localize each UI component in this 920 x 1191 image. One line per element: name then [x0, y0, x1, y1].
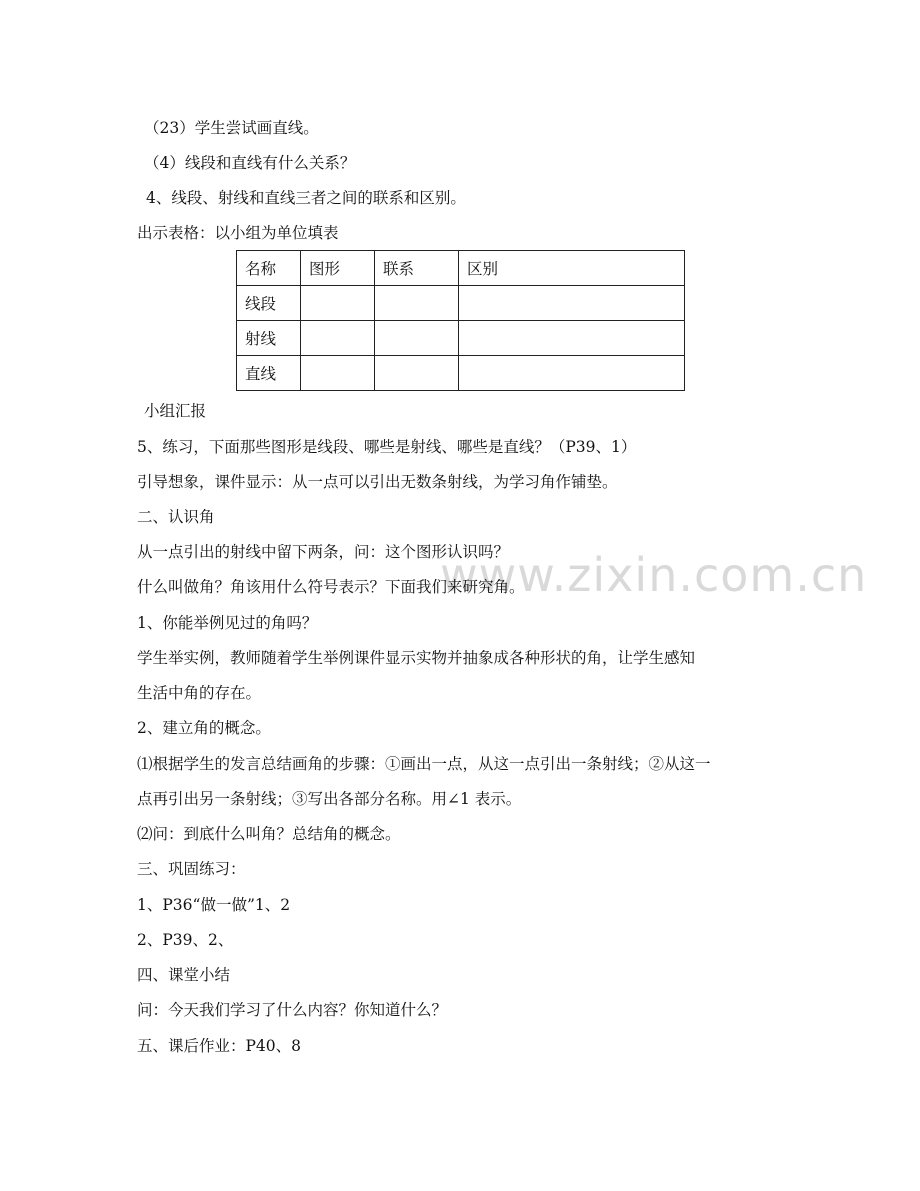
text-line-19: 1、P36“做一做”1、2 — [137, 896, 291, 914]
table-header-cell: 名称 — [237, 251, 301, 286]
text-line-10: 什么叫做角？角该用什么符号表示？下面我们来研究角。 — [137, 578, 525, 596]
text-line-2: （4）线段和直线有什么关系？ — [144, 154, 356, 172]
table-cell — [459, 321, 685, 356]
table-header-cell: 区别 — [459, 251, 685, 286]
text-line-7: 引导想象，课件显示：从一点可以引出无数条射线，为学习角作铺垫。 — [137, 473, 618, 491]
text-line-1: （23）学生尝试画直线。 — [144, 119, 319, 137]
text-line-18: 三、巩固练习： — [137, 860, 246, 878]
text-line-16: 点再引出另一条射线；③写出各部分名称。用∠1 表示。 — [137, 790, 522, 808]
table-cell — [375, 321, 459, 356]
table-row — [237, 321, 685, 356]
text-line-12: 学生举实例，教师随着学生举例课件显示实物并抽象成各种形状的角，让学生感知 — [137, 649, 696, 667]
text-line-22: 问：今天我们学习了什么内容？你知道什么？ — [137, 1001, 448, 1019]
table-cell — [375, 356, 459, 391]
text-line-4: 出示表格：以小组为单位填表 — [137, 224, 339, 242]
table-header-row — [237, 251, 685, 286]
table-cell — [301, 321, 375, 356]
text-line-8: 二、认识角 — [137, 508, 215, 526]
table-cell: 射线 — [237, 321, 301, 356]
table-row — [237, 286, 685, 321]
table-cell: 直线 — [237, 356, 301, 391]
table-row — [237, 356, 685, 391]
text-line-21: 四、课堂小结 — [137, 966, 231, 984]
watermark: www.zixin.com.cn — [440, 548, 868, 602]
table-cell — [459, 286, 685, 321]
text-line-20: 2、P39、2、 — [137, 931, 234, 949]
text-line-17: ⑵问：到底什么叫角？总结角的概念。 — [137, 825, 401, 843]
text-line-23: 五、课后作业：P40、8 — [137, 1037, 302, 1055]
table-cell — [375, 286, 459, 321]
text-line-5: 小组汇报 — [144, 402, 207, 420]
text-line-15: ⑴根据学生的发言总结画角的步骤：①画出一点，从这一点引出一条射线；②从这一 — [137, 755, 711, 773]
fill-in-table — [236, 250, 685, 391]
text-line-6: 5、练习，下面那些图形是线段、哪些是射线、哪些是直线？（P39、1） — [137, 438, 637, 456]
table-header-cell: 联系 — [375, 251, 459, 286]
text-line-9: 从一点引出的射线中留下两条，问：这个图形认识吗？ — [137, 543, 510, 561]
text-line-11: 1、你能举例见过的角吗？ — [137, 614, 318, 632]
table-cell — [301, 356, 375, 391]
table-header-cell: 图形 — [301, 251, 375, 286]
text-line-13: 生活中角的存在。 — [137, 684, 262, 702]
text-line-3: 4、线段、射线和直线三者之间的联系和区别。 — [146, 189, 466, 207]
table-cell — [459, 356, 685, 391]
table-cell: 线段 — [237, 286, 301, 321]
table-cell — [301, 286, 375, 321]
text-line-14: 2、建立角的概念。 — [137, 719, 271, 737]
